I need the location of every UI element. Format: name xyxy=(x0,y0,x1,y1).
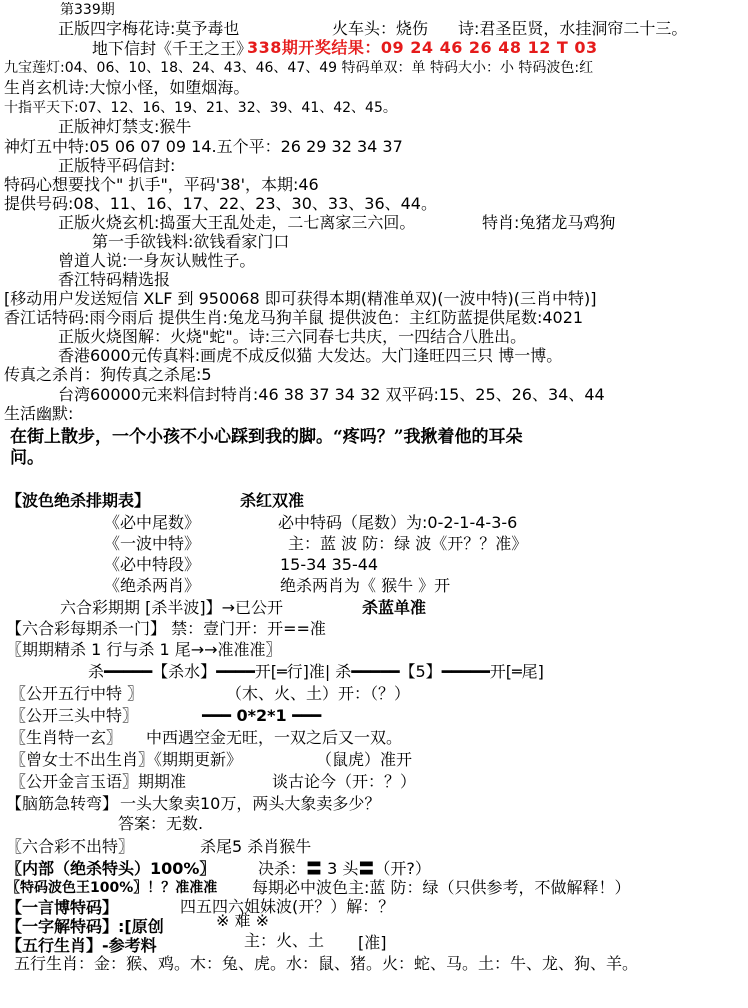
shengxiao-yi-value: 中西遇空金无旺，一双之后又一双。 xyxy=(146,728,403,747)
wuxing-sx-value: 主：火、土 xyxy=(244,931,325,950)
wuxing-value: （木、火、土）开：（？） xyxy=(226,684,411,703)
huoshao-line: 正版火烧玄机:捣蛋大王乱处走，二七离家三六回。 xyxy=(58,213,416,232)
diyi-line: 第一手欲钱料:欲钱看家门口 xyxy=(92,232,290,251)
jueliang-label: 《绝杀两肖》 xyxy=(104,576,201,595)
tigong-line: 提供号码:08、11、16、17、22、23、30、33、36、44。 xyxy=(4,194,437,213)
wuxing-full-line: 五行生肖：金：猴、鸡。木：兔、虎。水：鼠、猪。火：蛇、马。土：牛、龙、狗、羊。 xyxy=(14,954,639,973)
humor-title: 生活幽默: xyxy=(4,404,74,423)
jinyan-value: 谈古论今（开：？） xyxy=(272,772,417,791)
result-label: 地下信封《千王之王》 xyxy=(92,39,253,58)
neibu-label: 〖内部（绝杀特头）100%〗 xyxy=(6,859,216,878)
yibo-label: 《一波中特》 xyxy=(104,534,201,553)
tushi-line: 正版火烧图解：火烧"蛇"。诗:三六同春七共庆，一四结合八胜出。 xyxy=(58,327,527,346)
bizhong-ws-label: 《必中尾数》 xyxy=(104,513,201,532)
buchute-label: 〖六合彩不出特〗 xyxy=(6,837,135,856)
texiao-line: 特肖:兔猪龙马鸡狗 xyxy=(482,213,616,232)
plum-poem-title: 正版四字梅花诗:莫予毒也 xyxy=(58,19,240,38)
bizhong-ws-value: 必中特码（尾数）为:0-2-1-4-3-6 xyxy=(278,513,518,532)
zodiac-poem-line: 生肖玄机诗:大惊小怪，如堕烟海。 xyxy=(4,78,250,97)
biduan-label: 《必中特段》 xyxy=(104,555,201,574)
biduan-value: 15-34 35-44 xyxy=(280,555,379,574)
cengdao-line: 曾道人说:一身灰认贼性子。 xyxy=(58,251,256,270)
sha-rule-line: 杀━━━━━【杀水】━━━━开[═行]准| 杀━━━━━【5】━━━━━开[═尾] xyxy=(88,662,544,681)
joke-line-1: 在街上散步，一个小孩不小心踩到我的脚。“疼吗？”我揪着他的耳朵 xyxy=(10,427,523,447)
period-label: 第339期 xyxy=(60,2,115,18)
naojin-question: 一头大象卖10万，两头大象卖多少？ xyxy=(120,794,381,813)
xinxiang-line: 特码心想要找个" 扒手"，平码'38'，本期:46 xyxy=(4,175,319,194)
tw60000-line: 台湾60000元来料信封特肖:46 38 37 34 32 双平码:15、25、26、34、44 xyxy=(58,385,605,404)
header-poem: 诗:君圣臣贤，水挂洞帘二十三。 xyxy=(458,19,688,38)
sante-value: ━━━ 0*2*1 ━━━ xyxy=(202,706,322,725)
wuxing-label: 〖公开五行中特 〗 xyxy=(10,684,144,703)
mobile-sms-line: [移动用户发送短信 XLF 到 950068 即可获得本期(精准单双)(一波中特)(三肖中特)] xyxy=(4,289,597,308)
neibu-value: 决杀：〓 3 头〓（开?） xyxy=(258,859,431,878)
jinyan-label: 〖公开金言玉语〗期期准 xyxy=(10,772,187,791)
bose-table-title: 【波色绝杀排期表】 xyxy=(6,491,151,510)
jueliang-value: 绝杀两肖为《 猴牛 》开 xyxy=(280,576,451,595)
zengnvshi-label: 〖曾女士不出生肖〗《期期更新》 xyxy=(10,750,243,769)
jiete-value: ※ 难 ※ xyxy=(216,911,269,930)
qijing-line: 〖期期精杀 1 行与杀 1 尾→→准准准〗 xyxy=(6,640,282,659)
bose-kill: 杀红双准 xyxy=(240,491,305,510)
shengxiao-yi-label: 〖生肖特一玄〗 xyxy=(10,728,123,747)
shayimen-line: 【六合彩每期杀一门】 禁：壹门开：开==准 xyxy=(6,619,326,638)
jiete-label: 【一字解特码】:[原创 xyxy=(6,917,164,936)
naojin-answer: 答案：无数. xyxy=(118,814,204,833)
jinji-line: 正版神灯禁支:猴牛 xyxy=(58,117,192,136)
yibo-value: 主：蓝 波 防：绿 波《开？？准》 xyxy=(288,534,528,553)
banbo-line: 六合彩期期 [杀半波]】→已公开 xyxy=(60,598,283,617)
chuanzhen-line: 传真之杀肖：狗传真之杀尾:5 xyxy=(4,365,212,384)
wuxing-sx-label: 【五行生肖】-参考料 xyxy=(6,936,157,955)
buchute-value: 杀尾5 杀肖猴牛 xyxy=(200,837,312,856)
xianghua-line: 香江话特码:雨今雨后 提供生肖:兔龙马狗羊鼠 提供波色：主红防蓝提供尾数:4021 xyxy=(4,308,584,327)
yiyan-value: 四五四六姐妹波(开？）解：？ xyxy=(180,897,395,916)
pingma-line: 正版特平码信封: xyxy=(58,156,176,175)
zengnvshi-value: （鼠虎）准开 xyxy=(316,750,413,769)
sante-label: 〖公开三头中特〗 xyxy=(10,706,139,725)
xiangjiang-line: 香江特码精选报 xyxy=(58,270,171,289)
hk6000-line: 香港6000元传真料:画虎不成反似猫 大发达。大门逢旺四三只 博一博。 xyxy=(58,346,563,365)
joke-line-2: 问。 xyxy=(10,448,44,468)
naojin-label: 【脑筋急转弯】 xyxy=(6,794,119,813)
jiubao-line: 九宝莲灯:04、06、10、18、24、43、46、47、49 特码单双：单 特码大小：小 特码波色:红 xyxy=(4,60,594,76)
locomotive-clue: 火车头：烧伤 xyxy=(332,19,429,38)
wuxing-zhun: [准] xyxy=(358,933,387,952)
shizhi-line: 十指平天下:07、12、16、19、21、32、39、41、42、45。 xyxy=(4,100,397,116)
bosewang-value: 每期必中波色主:蓝 防：绿（只供参考，不做解释！） xyxy=(252,878,631,897)
yiyan-label: 【一言博特码】 xyxy=(6,898,119,917)
banbo-kill: 杀蓝单准 xyxy=(362,598,427,617)
draw-result: 338期开奖结果：09 24 46 26 48 12 T 03 xyxy=(247,38,598,57)
shendeng-line: 神灯五中特:05 06 07 09 14.五个平：26 29 32 34 37 xyxy=(4,137,403,156)
bosewang-label: 〖特码波色王100%〗！？准准准 xyxy=(6,880,218,896)
